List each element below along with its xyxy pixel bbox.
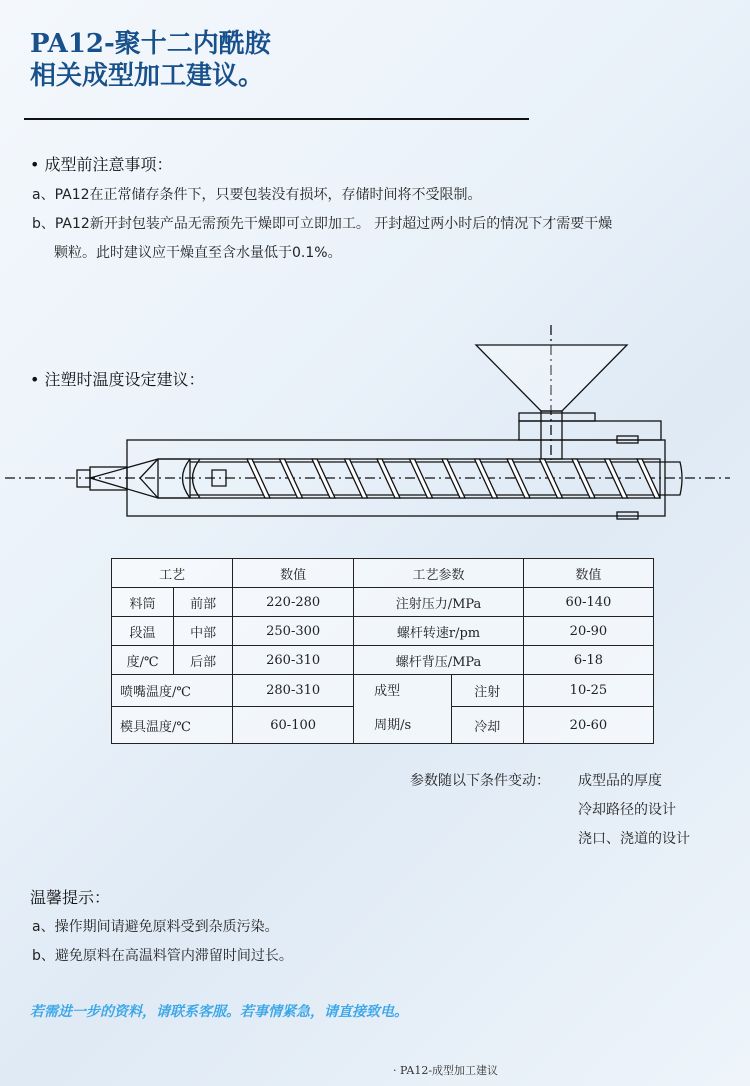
conditions-label: 参数随以下条件变动： [410, 773, 550, 789]
param-label: 螺杆背压/MPa [354, 646, 524, 675]
zone-label: 后部 [174, 646, 233, 675]
zone-label: 中部 [174, 617, 233, 646]
cycle-label: 成型 周期/s [354, 675, 452, 744]
title-line-2: 相关成型加工建议。 [30, 61, 265, 91]
tips-heading: 温馨提示： [30, 888, 111, 907]
section-heading-pre-molding: • 成型前注意事项： [30, 155, 173, 174]
param-value: 6-18 [523, 646, 653, 675]
section-heading-temperature: • 注塑时温度设定建议： [30, 370, 205, 389]
zone-value: 220-280 [233, 588, 354, 617]
mold-temp-label: 模具温度/℃ [112, 707, 233, 744]
process-parameters-table [111, 558, 654, 744]
hopper [476, 345, 627, 411]
param-label: 螺杆转速r/pm [354, 617, 524, 646]
tip-a: a、操作期间请避免原料受到杂质污染。 [32, 919, 279, 935]
param-value: 20-90 [523, 617, 653, 646]
nozzle-temp-label: 喷嘴温度/℃ [112, 675, 233, 707]
title-line-1: PA12-聚十二内酰胺 [30, 29, 271, 59]
condition-item: 浇口、浇道的设计 [578, 831, 690, 847]
tip-b: b、避免原料在高温料管内滞留时间过长。 [32, 948, 293, 964]
barrel-label: 度/℃ [112, 646, 174, 675]
zone-label: 前部 [174, 588, 233, 617]
barrel-label: 料筒 [112, 588, 174, 617]
note-b-cont: 颗粒。此时建议应干燥直至含水量低于0.1%。 [54, 245, 342, 261]
zone-value: 250-300 [233, 617, 354, 646]
mold-temp-value: 60-100 [233, 707, 354, 744]
cool-value: 20-60 [523, 707, 653, 744]
note-b: b、PA12新开封包装产品无需预先干燥即可立即加工。 开封超过两小时后的情况下才需要干燥 [32, 216, 613, 232]
zone-value: 260-310 [233, 646, 354, 675]
condition-item: 冷却路径的设计 [578, 802, 676, 818]
note-a: a、PA12在正常储存条件下，只要包装没有损坏，存储时间将不受限制。 [32, 187, 482, 203]
cool-label: 冷却 [451, 707, 523, 744]
contact-note: 若需进一步的资料，请联系客服。若事情紧急，请直接致电。 [30, 1004, 408, 1020]
inject-label: 注射 [451, 675, 523, 707]
param-value: 60-140 [523, 588, 653, 617]
param-label: 注射压力/MPa [354, 588, 524, 617]
header-value: 数值 [233, 559, 354, 588]
condition-item: 成型品的厚度 [578, 773, 662, 789]
inject-value: 10-25 [523, 675, 653, 707]
header-parameter: 工艺参数 [354, 559, 524, 588]
feed-block [519, 421, 661, 440]
header-process: 工艺 [112, 559, 233, 588]
barrel-label: 段温 [112, 617, 174, 646]
feed-plate [519, 413, 595, 421]
footer-caption: · PA12-成型加工建议 [393, 1064, 499, 1077]
header-value-2: 数值 [523, 559, 653, 588]
nozzle-temp-value: 280-310 [233, 675, 354, 707]
